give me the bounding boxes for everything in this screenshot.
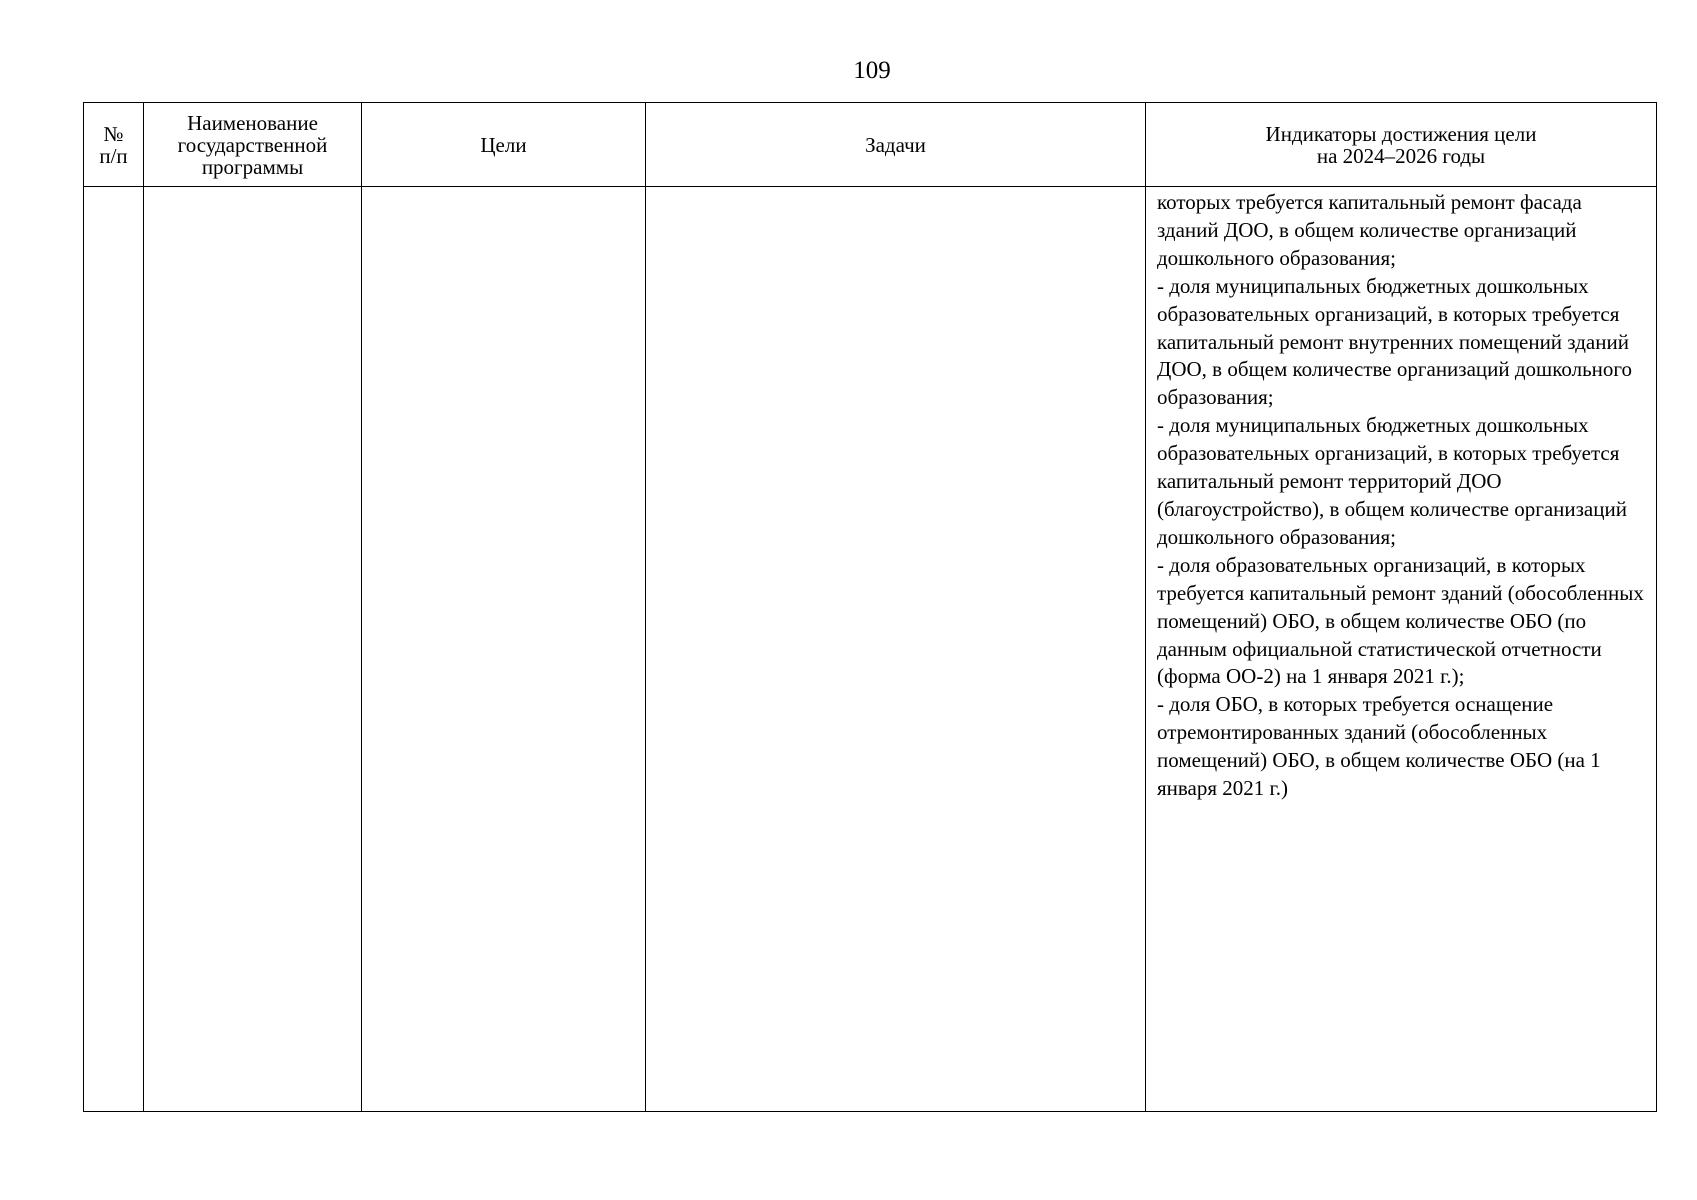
header-cell-program-name [144,103,362,187]
indicator-list [1146,187,1656,803]
header-indicators-label: Индикаторы достижения цели на 2024–2026 годы [1265,121,1537,168]
table-header [84,103,1657,187]
header-program-name-label: Наименование государственной программы [177,110,328,179]
header-tasks-label: Задачи [865,132,926,157]
header-cell-goals [362,103,646,187]
table-body [84,187,1657,1112]
header-cell-indicators [1146,103,1657,187]
cell-program-name [144,187,362,1112]
indicator-item: - доля образовательных организаций, в которых требуется капитальный ремонт зданий (обособленных помещений) ОБО, в общем количестве ОБО (по данным официальной статистической отчетности (форма ОО-2) на 1 января 2021 г.); [1157,552,1644,689]
header-cell-num [84,103,144,187]
header-cell-tasks [646,103,1146,187]
cell-goals [362,187,646,1112]
indicator-item: которых требуется капитальный ремонт фасада зданий ДОО, в общем количестве организаций дошкольного образования; [1157,190,1582,270]
indicator-item: - доля муниципальных бюджетных дошкольных образовательных организаций, в которых требуется капитальный ремонт территорий ДОО (благоустройство), в общем количестве организаций дошкольного образования; [1157,413,1627,549]
indicator-item: - доля муниципальных бюджетных дошкольных образовательных организаций, в которых требуется капитальный ремонт внутренних помещений зданий ДОО, в общем количестве организаций дошкольного образования; [1157,273,1632,410]
cell-num [84,187,144,1112]
header-goals-label: Цели [480,132,527,157]
cell-indicators [1146,187,1657,1112]
table-row [84,187,1657,1112]
page-number: 109 [853,57,891,84]
cell-tasks [646,187,1146,1112]
indicator-item: - доля ОБО, в которых требуется оснащение отремонтированных зданий (обособленных помещений) ОБО, в общем количестве ОБО (на 1 января 2021 г.) [1157,692,1601,801]
goals-indicators-table [83,102,1657,1112]
header-row [84,103,1657,187]
header-num-label: № п/п [99,121,128,168]
